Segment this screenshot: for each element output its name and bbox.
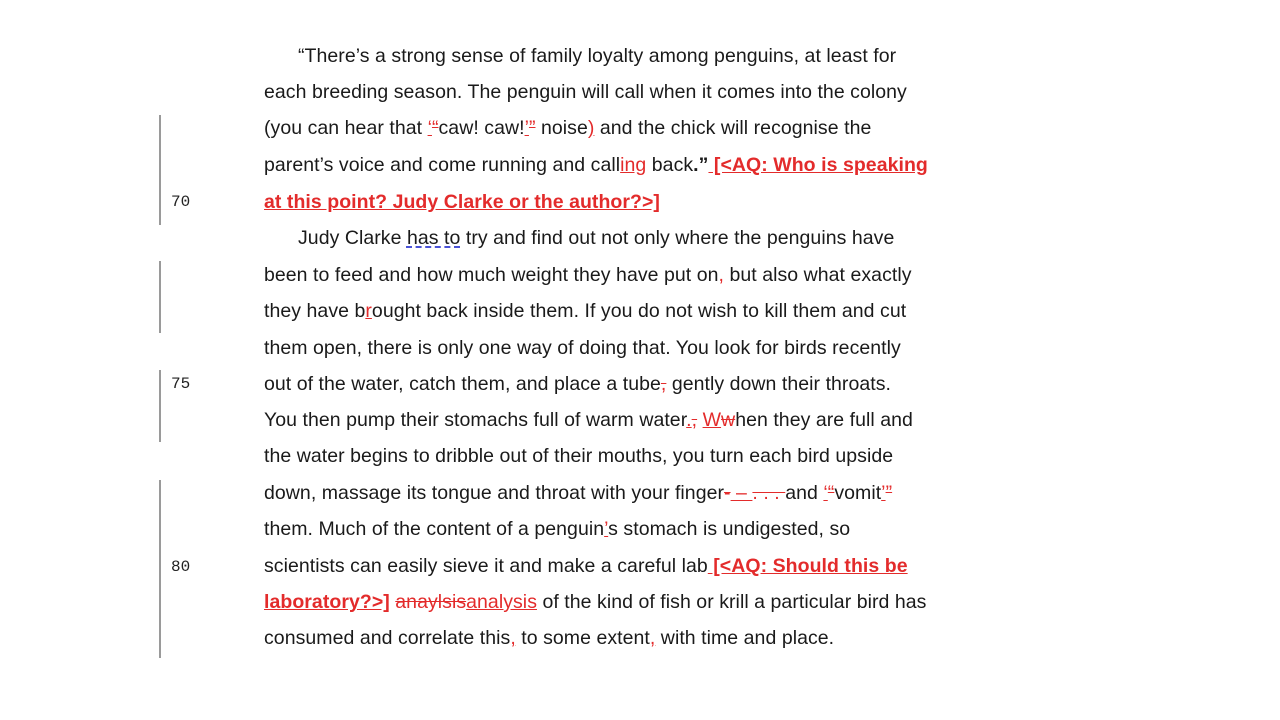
text-line [298,220,894,256]
text-line [264,548,908,584]
text-run: .” [693,154,709,176]
text-line [264,74,907,110]
text-run: and the chick will recognise the [594,117,872,139]
text-line [264,620,834,656]
text-run: caw! caw! [438,117,525,139]
tracked-insertion: – [730,482,753,504]
author-query: [<AQ: Should this be [707,555,908,577]
tracked-deletion: ” [885,482,893,504]
text-run: with time and place. [655,627,835,649]
tracked-deletion: , [660,373,667,395]
tracked-insertion: ’ [881,482,886,504]
text-line [264,438,893,474]
text-run: vomit [834,482,882,504]
text-run: of the kind of fish or krill a particular bird has [537,591,927,613]
text-run: ought back inside them. If you do not wish to kill them and cut [371,300,907,322]
text-run: (you can hear that [264,117,428,139]
author-query: laboratory?>] [264,591,390,613]
text-run: and [785,482,824,504]
tracked-insertion: ’ [604,518,609,540]
tracked-deletion: . . . [752,482,786,504]
text-line [264,184,660,220]
text-run: they have b [264,300,366,322]
text-run: Judy Clarke [298,227,407,249]
tracked-deletion: “ [827,482,835,504]
tracked-insertion: ‘ [427,117,432,139]
tracked-insertion: , [718,264,724,286]
tracked-insertion: , [649,627,656,649]
text-line [264,584,926,620]
change-bar [159,370,161,442]
text-line [264,475,892,511]
text-run: back [646,154,694,176]
text-run: each breeding season. The penguin will call when it comes into the colony [264,81,907,103]
tracked-deletion: ” [528,117,536,139]
tracked-deletion: anaylsis [395,591,467,613]
tracked-insertion: W [702,409,722,431]
text-run: gently down their throats. [666,373,891,395]
text-run: out of the water, catch them, and place a tube [264,373,661,395]
line-number: 75 [171,375,191,393]
text-line [264,293,906,329]
text-run: “There’s a strong sense of family loyalty among penguins, at least for [298,45,897,67]
text-run: noise [535,117,588,139]
text-line [264,257,912,293]
text-run: to some extent [515,627,650,649]
text-run: You then pump their stomachs full of warm water [264,409,687,431]
line-number: 80 [171,558,191,576]
text-line [264,110,871,146]
text-run: try and find out not only where the penguins have [460,227,895,249]
author-query: at this point? Judy Clarke or the author?>] [264,191,660,213]
text-run: hen they are full and [735,409,913,431]
text-run: the water begins to dribble out of their mouths, you turn each bird upside [264,445,894,467]
text-line [298,38,896,74]
text-run: them. Much of the content of a penguin [264,518,605,540]
text-run: parent’s voice and come running and call [264,154,621,176]
change-bar [159,261,161,333]
text-run: consumed and correlate this [264,627,511,649]
text-line [264,366,891,402]
text-line [264,147,928,183]
line-number: 70 [171,193,191,211]
tracked-deletion: - [724,482,731,504]
change-bar [159,480,161,658]
text-run: but also what exactly [724,264,912,286]
author-query: [<AQ: Who is speaking [708,154,928,176]
text-line [264,402,913,438]
tracked-insertion: . [686,409,692,431]
text-run: them open, there is only one way of doing that. You look for birds recently [264,337,901,359]
text-line [264,330,901,366]
tracked-deletion: “ [431,117,439,139]
text-run: down, massage its tongue and throat with your finger [264,482,725,504]
tracked-deletion: , [691,409,698,431]
grammar-flag: has to [406,227,461,249]
text-line [264,511,850,547]
tracked-insertion: r [365,300,372,322]
tracked-insertion: ’ [524,117,529,139]
text-run: been to feed and how much weight they have put on [264,264,719,286]
tracked-insertion: ) [587,117,595,139]
tracked-insertion: ‘ [823,482,828,504]
tracked-insertion: analysis [466,591,537,613]
change-bar [159,115,161,225]
text-run: s stomach is undigested, so [608,518,851,540]
tracked-insertion: ing [620,154,647,176]
tracked-deletion: w [721,409,736,431]
text-run: scientists can easily sieve it and make a careful lab [264,555,708,577]
tracked-insertion: , [510,627,516,649]
